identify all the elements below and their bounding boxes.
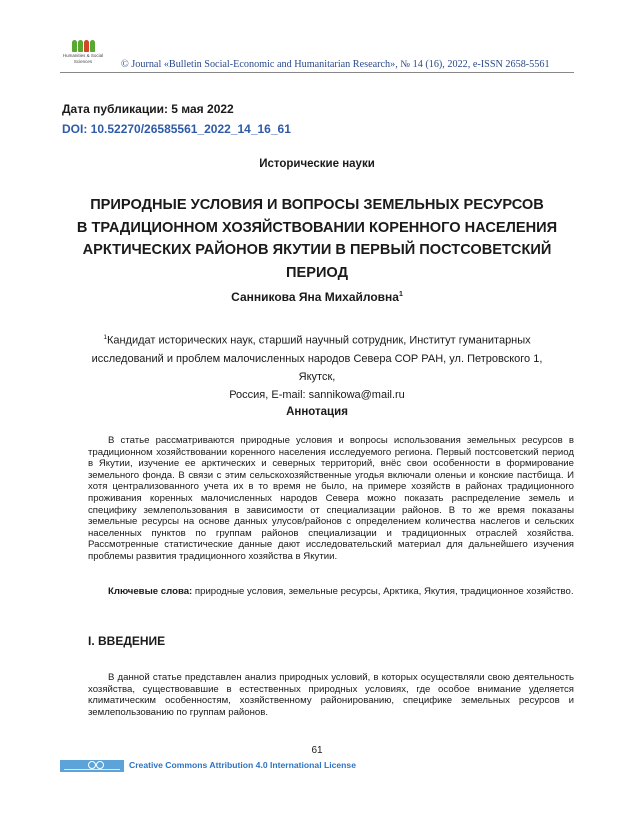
- section-title: Исторические науки: [259, 158, 375, 170]
- author-name-text: Санникова Яна Михайловна: [231, 290, 399, 304]
- affiliation: [80, 329, 554, 404]
- title-line: В ТРАДИЦИОННОМ ХОЗЯЙСТВОВАНИИ КОРЕННОГО НАСЕЛЕНИЯ: [76, 219, 558, 236]
- cc-icon: [88, 761, 96, 769]
- affiliation-line: Россия, E-mail: sannikowa@mail.ru: [229, 388, 405, 401]
- abstract-heading: Аннотация: [286, 406, 348, 418]
- logo-text-2: Sciences: [73, 59, 93, 64]
- title-line: АРКТИЧЕСКИХ РАЙОНОВ ЯКУТИИ В ПЕРВЫЙ ПОСТСОВЕТСКИЙ: [82, 242, 552, 258]
- keywords-label: Ключевые слова:: [108, 586, 193, 597]
- abstract-text: В статье рассматриваются природные условия и вопросы использования земельных ресурсов в традиционном хозяйствовании коренного населения исследуемого региона. Первый постсоветский период в Якутии, изучение ее арктических и северных территорий, внёс свои особенности в формирование земельного фонда. В связи с этим сельскохозяйственные угодья включали оленьи и конские пастбища. И хотя централизованного учета их в то время не было, на примере хозяйств в районах традиционного проживания коренных малочисленных народов Севера можно показать распределение земель и специфику землепользования в зависимости от специализации районов. В то же время показаны земельные ресурсы на основе данных улусов/районов с определением количества наслегов и сельских населенных пунктов по группам районов специализации и традиционных отраслей хозяйства. Рассмотренные статистические данные дают исследовательский материал для дальнейшего изучения проблемы развития традиционного хозяйства в Якутии.: [88, 435, 574, 562]
- cc-license-badge[interactable]: [60, 760, 124, 772]
- publication-date: Дата публикации: 5 мая 2022: [62, 102, 234, 116]
- logo-text-1: Humanities & Social: [62, 53, 104, 58]
- intro-heading: I. ВВЕДЕНИЕ: [88, 634, 166, 648]
- header-divider: [60, 72, 574, 73]
- intro-text: В данной статье представлен анализ природных условий, в которых осуществляли свою деятельность хозяйства, существовавшие в естественных природных условиях, где особое внимание уделяется климатическим особенностям, хозяйственному районированию, специфике земельных ресурсов и землепользованию по группам районов.: [88, 672, 574, 718]
- title-line: ПРИРОДНЫЕ УСЛОВИЯ И ВОПРОСЫ ЗЕМЕЛЬНЫХ РЕСУРСОВ: [90, 197, 544, 213]
- license-link[interactable]: Creative Commons Attribution 4.0 International License: [129, 760, 356, 770]
- affiliation-sup: 1: [103, 334, 107, 341]
- page-number: 61: [311, 745, 323, 756]
- journal-citation: © Journal «Bulletin Social-Economic and Humanitarian Research», № 14 (16), 2022, e-ISSN 2658-5561: [121, 59, 550, 70]
- author-sup: 1: [398, 291, 403, 298]
- article-title: [60, 194, 574, 284]
- keywords: [88, 586, 574, 598]
- by-icon: [96, 761, 104, 769]
- affiliation-line: Кандидат исторических наук, старший научный сотрудник, Институт гуманитарных: [106, 334, 531, 347]
- author-name: [0, 290, 634, 304]
- keywords-text: природные условия, земельные ресурсы, Арктика, Якутия, традиционное хозяйство.: [192, 586, 574, 597]
- title-line: ПЕРИОД: [285, 264, 348, 281]
- doi-link[interactable]: DOI: 10.52270/26585561_2022_14_16_61: [62, 122, 291, 136]
- affiliation-line: исследований и проблем малочисленных народов Севера СОР РАН, ул. Петровского 1, Якутск,: [91, 352, 543, 383]
- journal-logo: [58, 40, 108, 70]
- logo-figures-icon: [58, 40, 108, 52]
